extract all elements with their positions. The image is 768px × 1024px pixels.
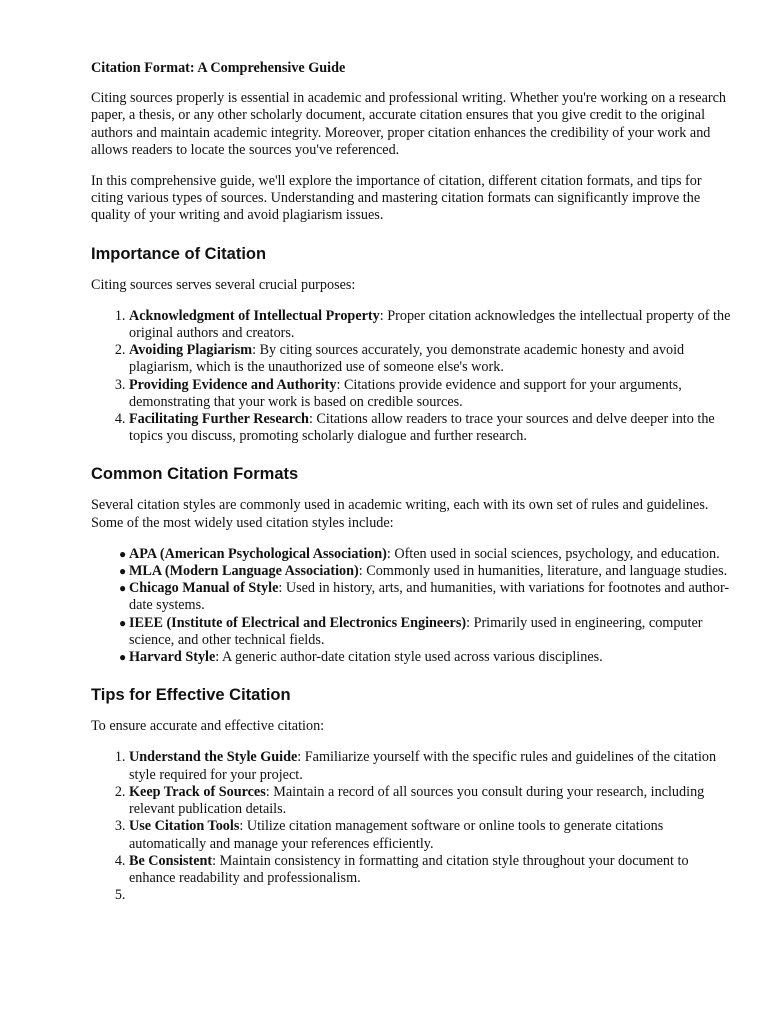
item-term: Chicago Manual of Style — [129, 580, 279, 597]
list-item — [129, 853, 731, 887]
item-text: : Utilize citation management software or online tools to generate citations automatically and manage your references efficiently. — [129, 818, 664, 852]
list-item — [129, 377, 731, 411]
item-term: Providing Evidence and Authority — [129, 376, 337, 393]
item-term: Use Citation Tools — [129, 818, 240, 835]
formats-lead: Several citation styles are commonly used in academic writing, each with its own set of rules and guidelines. Some of the most widely used citation styles include: — [91, 497, 709, 531]
bullet-icon: ● — [119, 564, 127, 579]
bullet-icon: ● — [119, 615, 127, 630]
item-text: : By citing sources accurately, you demonstrate academic honesty and avoid plagiarism, which is the unauthorized use of someone else's work. — [129, 342, 685, 376]
list-item — [119, 545, 731, 563]
tips-lead: To ensure accurate and effective citation: — [91, 718, 325, 735]
section-heading-importance: Importance of Citation — [91, 244, 267, 263]
bullet-icon: ● — [119, 546, 127, 561]
item-term: Be Consistent — [129, 852, 213, 869]
item-text: : Maintain a record of all sources you consult during your research, including relevant publication details. — [129, 783, 705, 818]
item-text: : Proper citation acknowledges the intellectual property of the original authors and creators. — [129, 307, 731, 342]
tips-list — [91, 749, 731, 904]
item-text: : Primarily used in engineering, computer science, and other technical fields. — [129, 614, 703, 648]
list-item — [119, 614, 731, 649]
item-term: Acknowledgment of Intellectual Property — [129, 307, 380, 324]
list-item — [119, 580, 731, 614]
section-heading-formats: Common Citation Formats — [91, 465, 299, 484]
list-item — [119, 563, 731, 580]
item-term: MLA (Modern Language Association) — [129, 563, 359, 580]
item-text: : Maintain consistency in formatting and citation style throughout your document to enhance readability and professionalism. — [129, 852, 689, 886]
item-term: APA (American Psychological Association) — [129, 545, 387, 562]
item-term: Avoiding Plagiarism — [129, 342, 253, 359]
formats-list — [91, 546, 731, 666]
list-item — [129, 342, 731, 376]
list-item — [119, 649, 731, 666]
item-term: Keep Track of Sources — [129, 783, 266, 800]
bullet-icon: ● — [119, 581, 127, 596]
item-term: Harvard Style — [129, 649, 216, 666]
item-text: : Citations allow readers to trace your sources and delve deeper into the topics you discuss, promoting scholarly dialogue and further research. — [129, 411, 715, 445]
list-item — [129, 818, 731, 852]
importance-list — [91, 308, 731, 446]
item-text: : A generic author-date citation style used across various disciplines. — [215, 649, 603, 666]
item-text: : Used in history, arts, and humanities, with variations for footnotes and author-date systems. — [129, 580, 730, 614]
item-text: : Citations provide evidence and support for your arguments, demonstrating that your work is based on credible sources. — [129, 376, 682, 410]
item-text: : Commonly used in humanities, literature, and language studies. — [358, 563, 728, 580]
item-text: : Familiarize yourself with the specific rules and guidelines of the citation style required for your project. — [129, 749, 717, 783]
list-item-empty — [129, 887, 731, 904]
section-heading-tips: Tips for Effective Citation — [91, 686, 291, 705]
list-item — [129, 308, 731, 342]
intro-paragraph-1: Citing sources properly is essential in academic and professional writing. Whether you're working on a research paper, a thesis, or any other scholarly document, accurate citation ensures that you give credit to the original authors and maintain academic integrity. Moreover, proper citation enhances the credibility of your work and allows readers to locate the sources you've referenced. — [91, 90, 727, 158]
list-item — [129, 784, 731, 818]
importance-lead: Citing sources serves several crucial purposes: — [91, 276, 356, 293]
list-item — [129, 749, 731, 783]
bullet-icon: ● — [119, 650, 127, 665]
item-term: IEEE (Institute of Electrical and Electronics Engineers) — [129, 614, 467, 631]
item-text: : Often used in social sciences, psychology, and education. — [386, 545, 720, 562]
list-item — [129, 411, 731, 445]
item-term: Facilitating Further Research — [129, 411, 309, 428]
document-page — [91, 60, 731, 918]
intro-paragraph-2: In this comprehensive guide, we'll explore the importance of citation, different citation formats, and tips for citing various types of sources. Understanding and mastering citation formats can significantly improve the quality of your writing and avoid plagiarism issues. — [91, 173, 702, 224]
item-term: Understand the Style Guide — [129, 749, 298, 766]
document-title: Citation Format: A Comprehensive Guide — [91, 60, 346, 76]
